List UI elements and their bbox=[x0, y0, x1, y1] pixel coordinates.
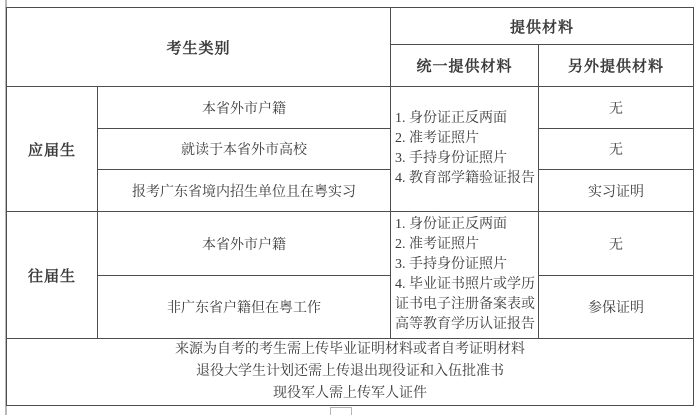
additional-cell: 无 bbox=[539, 87, 694, 129]
footnote-line: 来源为自考的考生需上传毕业证明材料或者自考证明材料 bbox=[175, 342, 526, 357]
category-previous-graduates: 往届生 bbox=[7, 212, 98, 339]
unified-item: 1. 身份证正反两面 bbox=[395, 111, 508, 126]
unified-item: 2. 准考证照片 bbox=[395, 237, 480, 252]
unified-item: 4. 教育部学籍验证报告 bbox=[395, 171, 536, 186]
additional-cell: 实习证明 bbox=[539, 170, 694, 212]
unified-item: 4. 毕业证书照片或学历证书电子注册备案表或高等教育学历认证报告 bbox=[395, 277, 536, 332]
additional-cell: 无 bbox=[539, 129, 694, 170]
condition-cell: 非广东省户籍但在粤工作 bbox=[98, 276, 391, 339]
condition-cell: 本省外市户籍 bbox=[98, 212, 391, 276]
additional-cell: 无 bbox=[539, 212, 694, 276]
header-provide-materials: 提供材料 bbox=[391, 8, 694, 45]
unified-materials-current bbox=[391, 87, 539, 212]
additional-cell: 参保证明 bbox=[539, 276, 694, 339]
unified-item: 3. 手持身份证照片 bbox=[395, 151, 508, 166]
unified-item: 1. 身份证正反两面 bbox=[395, 217, 508, 232]
footnote-line: 退役大学生计划还需上传退出现役证和入伍批准书 bbox=[196, 364, 505, 379]
table-resize-handle[interactable] bbox=[330, 407, 352, 415]
condition-cell: 报考广东省境内招生单位且在粤实习 bbox=[98, 170, 391, 212]
header-candidate-category: 考生类别 bbox=[7, 8, 391, 87]
unified-item: 2. 准考证照片 bbox=[395, 131, 480, 146]
footnote-line: 现役军人需上传军人证件 bbox=[273, 386, 428, 401]
category-current-graduates: 应届生 bbox=[7, 87, 98, 212]
condition-cell: 本省外市户籍 bbox=[98, 87, 391, 129]
unified-materials-previous bbox=[391, 212, 539, 339]
materials-table bbox=[6, 7, 694, 406]
condition-cell: 就读于本省外市高校 bbox=[98, 129, 391, 170]
unified-item: 3. 手持身份证照片 bbox=[395, 257, 508, 272]
header-unified-materials: 统一提供材料 bbox=[391, 45, 539, 87]
header-additional-materials: 另外提供材料 bbox=[539, 45, 694, 87]
footnotes-cell bbox=[7, 339, 694, 406]
